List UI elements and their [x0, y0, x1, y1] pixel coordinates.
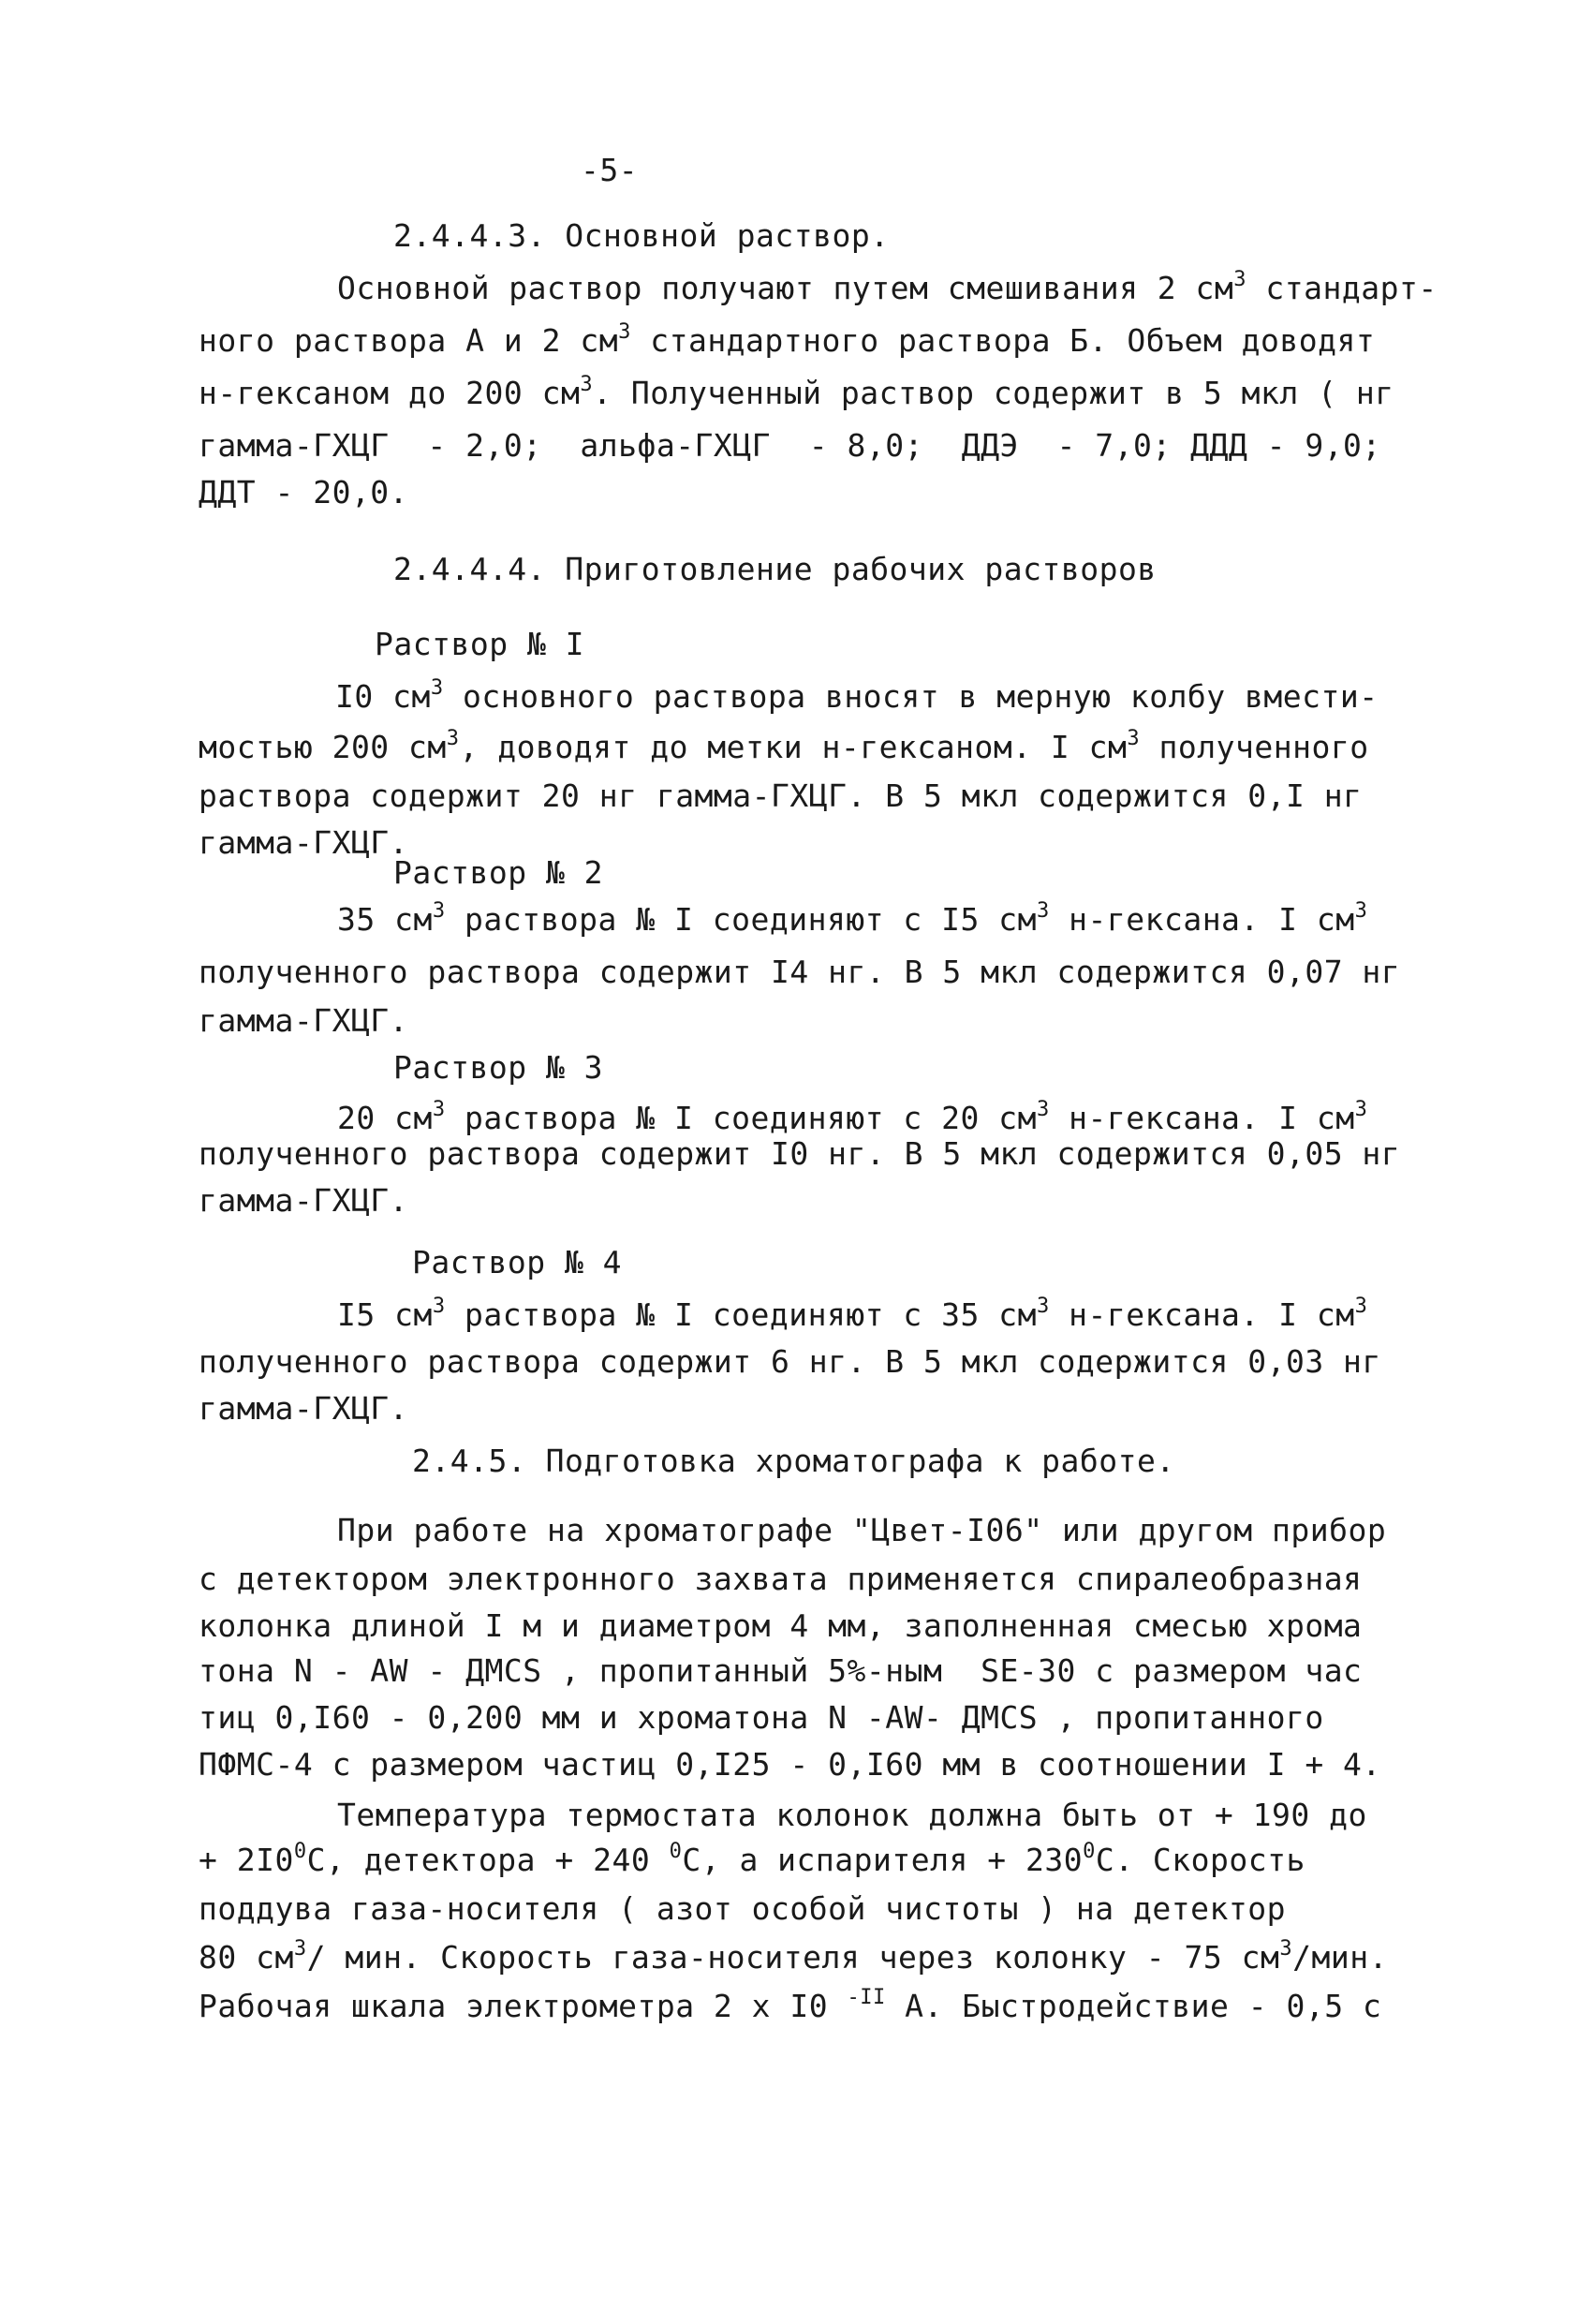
section-heading: Раствор № 3	[393, 1049, 604, 1086]
section-heading: 2.4.4.4. Приготовление рабочих растворов	[393, 551, 1157, 587]
superscript: 0	[1083, 1840, 1096, 1863]
page-number: -5-	[581, 152, 639, 188]
text-line	[337, 270, 1438, 307]
superscript: 3	[1279, 1937, 1293, 1961]
superscript: 3	[1037, 1098, 1050, 1121]
text-run: / мин. Скорость газа-носителя через колонку - 75 см	[306, 1939, 1280, 1976]
superscript: 3	[1127, 727, 1141, 750]
text-run: , доводят до метки н-гексаном. I см	[459, 729, 1128, 765]
text-line: гамма-ГХЦГ.	[199, 824, 409, 861]
section-heading: Раствор № 2	[393, 854, 604, 891]
superscript: 3	[446, 727, 460, 750]
text-run: стандарт-	[1246, 270, 1438, 306]
section-heading: Раствор № I	[375, 626, 585, 662]
superscript: 3	[1354, 1098, 1368, 1121]
text-run: раствора № I соединяют с 35 см	[445, 1296, 1037, 1333]
text-line: тона N - AW - ДМСS , пропитанный 5%-ным SE-30 с размером час	[199, 1652, 1363, 1689]
superscript: 3	[1354, 899, 1368, 923]
text-run: н-гексана. I см	[1049, 901, 1355, 938]
text-run: Основной раствор получают путем смешивания 2 см	[337, 270, 1234, 306]
text-line: гамма-ГХЦГ - 2,0; альфа-ГХЦГ - 8,0; ДДЭ - 7,0; ДДД - 9,0;	[199, 427, 1381, 464]
text-line	[337, 901, 1367, 939]
text-run: 80 см	[199, 1939, 294, 1976]
text-run: 20 см	[337, 1100, 433, 1136]
text-line: гамма-ГХЦГ.	[199, 1002, 409, 1039]
text-run: A. Быстродействие - 0,5 с	[885, 1988, 1382, 2024]
text-line: полученного раствора содержит 6 нг. В 5 мкл содержится 0,03 нг	[199, 1343, 1381, 1380]
text-run: основного раствора вносят в мерную колбу вмести-	[443, 678, 1379, 715]
text-run: н-гексана. I см	[1049, 1100, 1355, 1136]
text-run: /мин.	[1292, 1939, 1388, 1976]
text-line: поддува газа-носителя ( азот особой чистоты ) на детектор	[199, 1890, 1286, 1927]
text-line	[337, 1100, 1367, 1137]
text-line: тиц 0,I60 - 0,200 мм и хроматона N -AW- ДМСS , пропитанного	[199, 1699, 1324, 1736]
superscript: 0	[293, 1840, 307, 1863]
text-line: гамма-ГХЦГ.	[199, 1182, 409, 1219]
superscript: 3	[430, 676, 444, 700]
text-run: С. Скорость	[1095, 1842, 1305, 1878]
superscript: -II	[847, 1986, 886, 2009]
text-run: полученного	[1140, 729, 1369, 765]
text-line: Температура термостата колонок должна быть от + 190 до	[337, 1797, 1367, 1833]
text-line: колонка длиной I м и диаметром 4 мм, заполненная смесью хрома	[199, 1607, 1363, 1644]
text-run: I0 см	[335, 678, 431, 715]
superscript: 3	[432, 1295, 446, 1318]
text-run: ного раствора А и 2 см	[199, 322, 619, 359]
text-line	[199, 1988, 1381, 2025]
text-line: раствора содержит 20 нг гамма-ГХЦГ. В 5 мкл содержится 0,I нг	[199, 777, 1363, 814]
section-heading: 2.4.5. Подготовка хроматографа к работе.	[412, 1443, 1175, 1479]
text-line: ДДТ - 20,0.	[199, 474, 409, 511]
superscript: 3	[1037, 1295, 1050, 1318]
text-line: ПФМС-4 с размером частиц 0,I25 - 0,I60 мм в соотношении I + 4.	[199, 1746, 1381, 1783]
superscript: 3	[293, 1937, 307, 1961]
text-run: С, детектора + 240	[306, 1842, 670, 1878]
superscript: 0	[669, 1840, 683, 1863]
superscript: 3	[1354, 1295, 1368, 1318]
text-line: При работе на хроматографе "Цвет-I06" или другом прибор	[337, 1512, 1387, 1548]
text-line	[199, 322, 1375, 360]
text-run: н-гексана. I см	[1049, 1296, 1355, 1333]
text-line	[199, 375, 1394, 412]
text-line: полученного раствора содержит I0 нг. В 5 мкл содержится 0,05 нг	[199, 1135, 1401, 1172]
text-run: мостью 200 см	[199, 729, 447, 765]
superscript: 3	[1037, 899, 1050, 923]
text-run: Рабочая шкала электрометра 2 x I0	[199, 1988, 848, 2024]
superscript: 3	[432, 1098, 446, 1121]
section-heading: 2.4.4.3. Основной раствор.	[393, 217, 890, 254]
text-line	[199, 729, 1369, 766]
text-run: + 2I0	[199, 1842, 294, 1878]
section-heading: Раствор № 4	[412, 1244, 623, 1280]
superscript: 3	[432, 899, 446, 923]
text-line: с детектором электронного захвата применяется спиралеобразная	[199, 1561, 1363, 1597]
text-line: полученного раствора содержит I4 нг. В 5 мкл содержится 0,07 нг	[199, 954, 1401, 990]
text-run: стандартного раствора Б. Объем доводят	[630, 322, 1376, 359]
text-run: раствора № I соединяют с I5 см	[445, 901, 1037, 938]
text-line: гамма-ГХЦГ.	[199, 1390, 409, 1427]
superscript: 3	[618, 320, 631, 344]
text-line	[335, 678, 1379, 716]
text-run: н-гексаном до 200 см	[199, 375, 581, 411]
superscript: 3	[1233, 268, 1247, 291]
text-line	[199, 1939, 1388, 1976]
text-run: 35 см	[337, 901, 433, 938]
text-line	[199, 1842, 1305, 1879]
text-run: раствора № I соединяют с 20 см	[445, 1100, 1037, 1136]
text-run: С, а испарителя + 230	[682, 1842, 1084, 1878]
text-run: I5 см	[337, 1296, 433, 1333]
text-line	[337, 1296, 1367, 1334]
superscript: 3	[580, 373, 594, 396]
text-run: . Полученный раствор содержит в 5 мкл ( нг	[593, 375, 1394, 411]
